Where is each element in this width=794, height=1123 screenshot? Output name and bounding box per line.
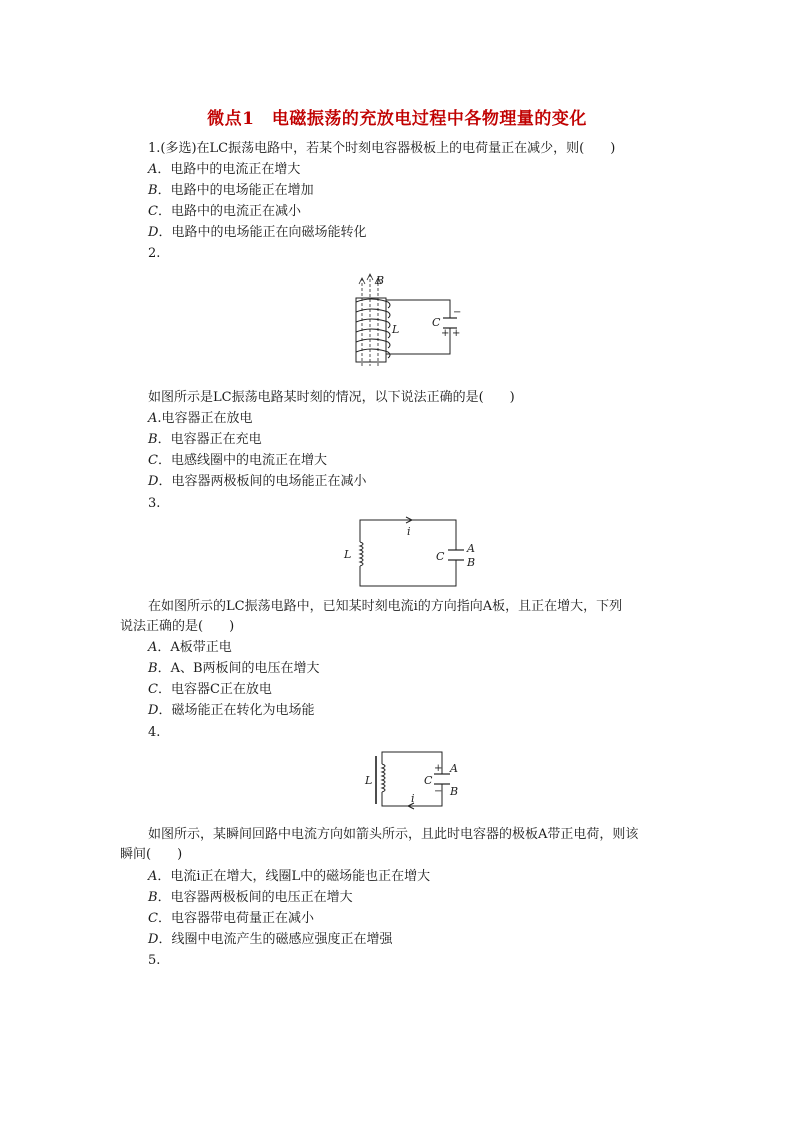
option-text: ．电路中的电流正在增大 <box>157 162 301 177</box>
option-letter: B <box>148 183 158 198</box>
question-4-option-a <box>148 869 430 885</box>
question-3-option-b <box>148 661 320 677</box>
label-A: A <box>450 762 458 775</box>
option-text: .电容器正在放电 <box>157 411 253 426</box>
wire-top <box>382 752 442 774</box>
question-4-number: 4. <box>148 725 161 740</box>
label-C: C <box>432 316 441 329</box>
wire-bottom <box>360 560 456 586</box>
option-text: ．电路中的电场能正在增加 <box>157 183 314 198</box>
minus-sign: − <box>453 307 462 318</box>
question-2-stem: 如图所示是LC振荡电路某时刻的情况，以下说法正确的是( ) <box>148 390 515 405</box>
question-3-figure <box>340 514 490 594</box>
question-2-option-a <box>148 411 253 427</box>
option-letter: B <box>148 661 158 676</box>
label-C: C <box>436 550 445 563</box>
question-4-figure <box>356 746 466 812</box>
option-text: ．电容器两极板间的电场能正在减小 <box>158 474 367 489</box>
option-letter: D <box>148 703 159 718</box>
option-text: ．电容器C正在放电 <box>157 682 272 697</box>
minus-sign: − <box>434 786 443 797</box>
question-3-option-a <box>148 640 232 656</box>
option-text: ．电容器正在充电 <box>157 432 262 447</box>
question-text: (多选)在LC振荡电路中，若某个时刻电容器极板上的电荷量正在减少，则( ) <box>160 141 616 156</box>
option-letter: D <box>148 932 159 947</box>
plus-sign: + <box>441 328 450 339</box>
question-3-option-c <box>148 682 272 698</box>
question-4-option-b <box>148 890 353 906</box>
option-text: ．电流i正在增大，线圈L中的磁场能也正在增大 <box>157 869 431 884</box>
question-4-option-d <box>148 932 392 948</box>
label-L: L <box>392 323 400 336</box>
option-letter: C <box>148 204 158 219</box>
option-letter: D <box>148 225 159 240</box>
question-2-figure <box>340 270 470 366</box>
question-2-number: 2. <box>148 246 161 261</box>
question-4-stem-line1: 如图所示，某瞬间回路中电流方向如箭头所示，且此时电容器的极板A带正电荷，则该 <box>148 827 639 842</box>
option-text: ．A、B两板间的电压在增大 <box>157 661 320 676</box>
plus-sign: + <box>434 763 443 774</box>
option-text: ．电路中的电流正在减小 <box>157 204 301 219</box>
option-text: ．电容器两极板间的电压正在增大 <box>157 890 353 905</box>
question-3-number: 3. <box>148 496 161 511</box>
option-text: ．A板带正电 <box>157 640 232 655</box>
option-letter: A <box>148 162 158 177</box>
question-number: 1. <box>148 141 161 156</box>
option-text: ．电感线圈中的电流正在增大 <box>157 453 327 468</box>
option-letter: C <box>148 911 158 926</box>
option-text: ．电容器带电荷量正在减小 <box>157 911 314 926</box>
label-i: i <box>407 525 411 538</box>
plus-sign: + <box>452 328 461 339</box>
option-letter: C <box>148 682 158 697</box>
label-L: L <box>344 548 352 561</box>
label-B: B <box>376 274 385 287</box>
question-2-option-c <box>148 453 327 469</box>
option-text: ．电路中的电场能正在向磁场能转化 <box>158 225 367 240</box>
question-4-option-c <box>148 911 314 927</box>
question-2-option-d <box>148 474 366 490</box>
option-letter: A <box>148 869 158 884</box>
question-1-option-a <box>148 162 300 178</box>
question-5-number: 5. <box>148 953 161 968</box>
option-letter: C <box>148 453 158 468</box>
question-1-option-d <box>148 225 366 241</box>
question-1-stem <box>148 141 615 157</box>
label-C: C <box>424 774 433 787</box>
coil <box>356 299 390 358</box>
label-B: B <box>450 785 459 798</box>
question-1-option-b <box>148 183 314 199</box>
question-3-stem-line1: 在如图所示的LC振荡电路中，已知某时刻电流i的方向指向A板，且正在增大，下列 <box>148 599 623 614</box>
question-1-option-c <box>148 204 301 220</box>
label-i: i <box>411 792 415 805</box>
question-4-stem-line2: 瞬间( ) <box>120 847 183 862</box>
question-3-option-d <box>148 703 314 719</box>
label-L: L <box>365 774 373 787</box>
option-letter: D <box>148 474 159 489</box>
option-text: ．磁场能正在转化为电场能 <box>158 703 315 718</box>
question-3-stem-line2: 说法正确的是( ) <box>120 619 235 634</box>
label-A: A <box>467 542 475 555</box>
option-text: ．线圈中电流产生的磁感应强度正在增强 <box>158 932 393 947</box>
option-letter: A <box>148 411 158 426</box>
label-B: B <box>467 556 476 569</box>
option-letter: A <box>148 640 158 655</box>
page-title: 微点1 电磁振荡的充放电过程中各物理量的变化 <box>207 109 587 129</box>
option-letter: B <box>148 890 158 905</box>
inductor-coil <box>382 764 385 792</box>
inductor-coil <box>360 542 363 566</box>
option-letter: B <box>148 432 158 447</box>
question-2-option-b <box>148 432 262 448</box>
